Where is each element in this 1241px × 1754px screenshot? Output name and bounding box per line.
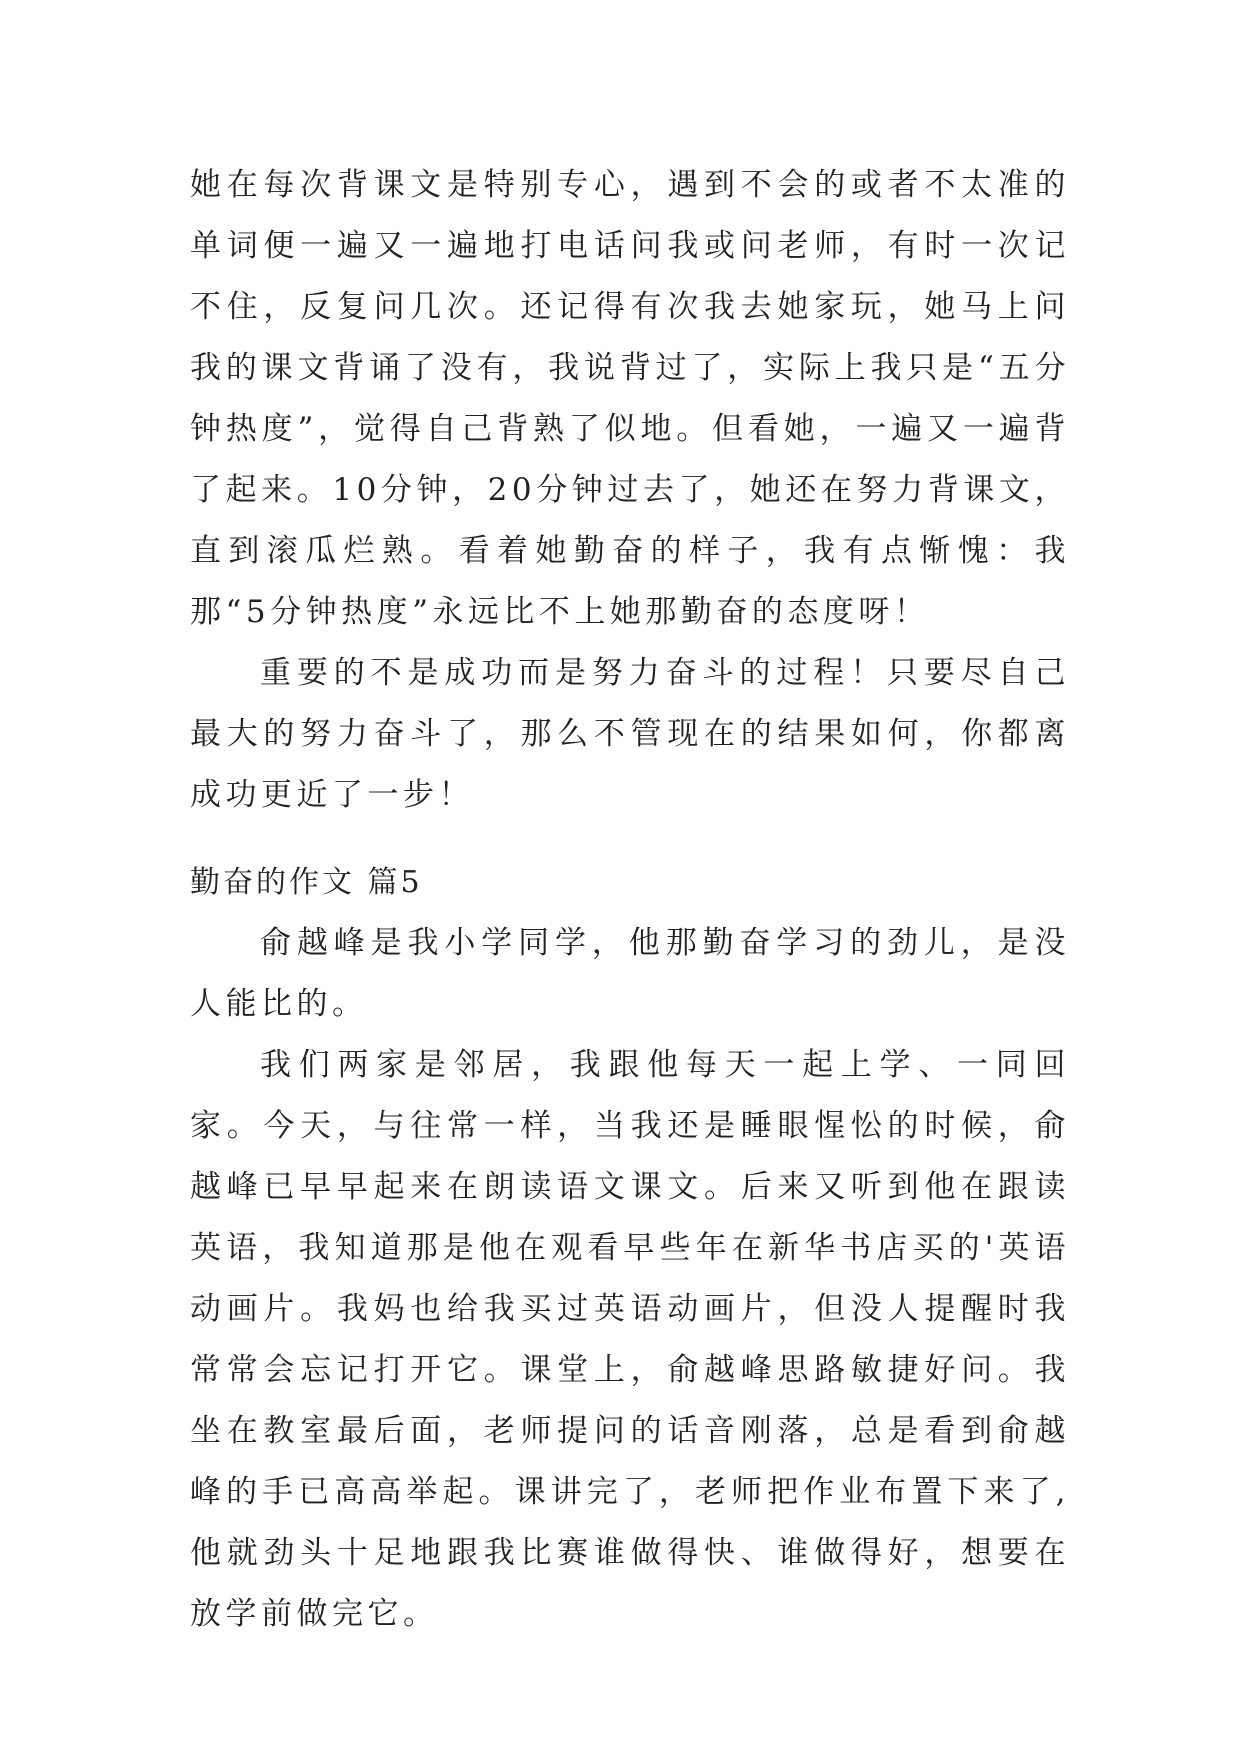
body-paragraph: 我们两家是邻居，我跟他每天一起上学、一同回家。今天，与往常一样，当我还是睡眼惺忪的时候，俞越峰已早早起来在朗读语文课文。后来又听到他在跟读英语，我知道那是他在观看早些年在新华书店买的'英语动画片。我妈也给我买过英语动画片，但没人提醒时我常常会忘记打开它。课堂上，俞越峰思路敏捷好问。我坐在教室最后面，老师提问的话音刚落，总是看到俞越峰的手已高高举起。课讲完了，老师把作业布置下来了,他就劲头十足地跟我比赛谁做得快、谁做得好，想要在放学前做完它。: [190, 1047, 1070, 1632]
body-paragraph: 重要的不是成功而是努力奋斗的过程！只要尽自己最大的努力奋斗了，那么不管现在的结果如何，你都离成功更近了一步！: [190, 655, 1070, 813]
essay-section: [190, 852, 1070, 1645]
body-paragraph: 她在每次背课文是特别专心，遇到不会的或者不太准的单词便一遍又一遍地打电话问我或问老师，有时一次记不住，反复问几次。还记得有次我去她家玩，她马上问我的课文背诵了没有，我说背过了，实际上我只是“五分钟热度”，觉得自己背熟了似地。但看她，一遍又一遍背了起来。10分钟，20分钟过去了，她还在努力背课文，直到滚瓜烂熟。看着她勤奋的样子，我有点惭愧：我那“5分钟热度”永远比不上她那勤奋的态度呀！: [190, 167, 1070, 630]
essay-continuation: [190, 155, 1070, 826]
essay-heading: 勤奋的作文 篇5: [190, 865, 423, 900]
body-paragraph: 俞越峰是我小学同学，他那勤奋学习的劲儿，是没人能比的。: [190, 925, 1070, 1022]
